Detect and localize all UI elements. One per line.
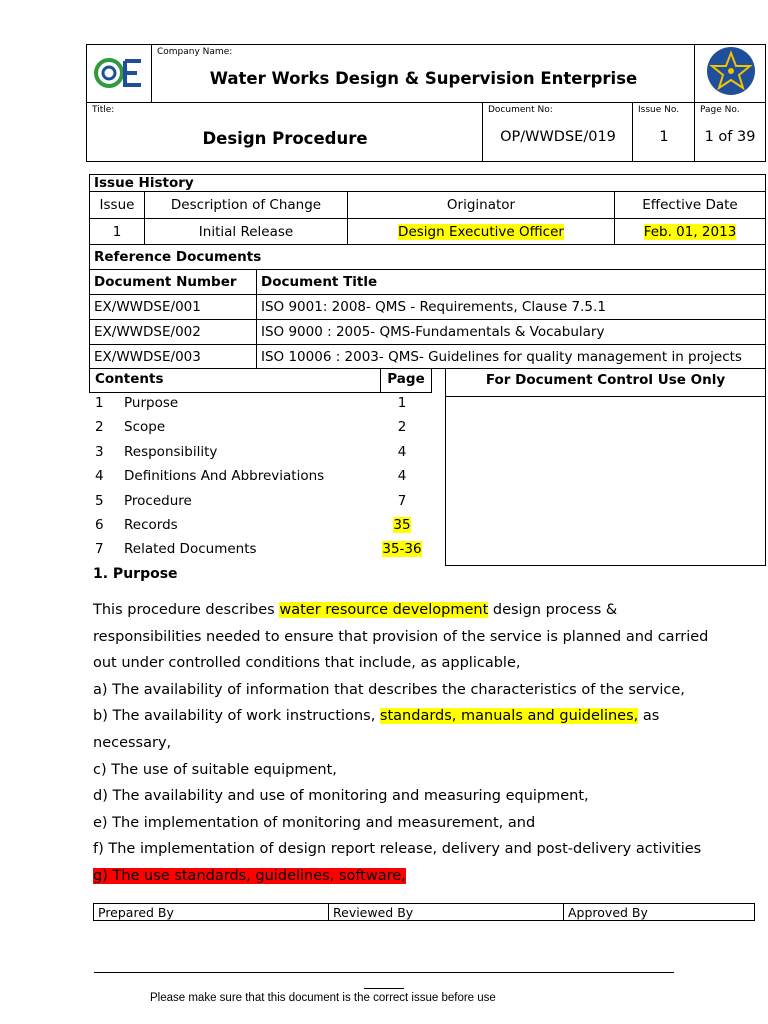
company-name-cell [152,45,695,103]
signoff-table [93,903,755,921]
contents-item-number: 4 [95,468,104,485]
text-line [93,597,708,624]
contents-item-page [380,395,424,411]
column-header: Document Title [257,270,766,295]
text-line: necessary, [93,734,172,751]
company-label: Company Name: [157,47,233,57]
contents-item [89,419,434,441]
contents-heading: Contents [95,371,164,387]
contents-item-label: Purpose [124,395,179,411]
contents-item [89,395,434,417]
issue-history-table [89,174,766,245]
company-name: Water Works Design & Supervision Enterprise [209,69,638,88]
contents-item-page [380,468,424,484]
highlighted-text: water resource development [279,602,489,618]
doc-number-cell: EX/WWDSE/001 [90,295,257,320]
contents-item-label: Procedure [124,492,192,509]
docno-label: Document No: [488,105,553,115]
logo-cell [87,45,152,103]
text-line [93,863,708,890]
text-line: e) The implementation of monitoring and measurement, and [93,814,536,831]
contents-item-number: 1 [95,395,104,411]
reviewed-by-cell: Reviewed By [329,904,564,921]
contents-page-heading: Page [387,371,425,387]
document-number: OP/WWDSE/019 [500,129,616,145]
contents-heading-cell [89,368,381,393]
contents-item-page-value: 35-36 [382,541,422,558]
table-row [90,295,766,320]
contents-item-page [380,419,424,435]
document-title: Design Procedure [202,129,368,148]
text-line: out under controlled conditions that include, as applicable, [93,655,521,672]
contents-item-page [380,444,424,460]
contents-item-number: 7 [95,541,104,558]
doc-title-cell: ISO 9001: 2008- QMS - Requirements, Clause 7.5.1 [257,295,766,320]
control-heading: For Document Control Use Only [446,369,765,397]
contents-item-label: Records [124,517,178,533]
contents-item-label: Related Documents [124,541,257,558]
title-cell [87,103,483,161]
contents-item [89,468,434,490]
contents-item-page [380,493,424,509]
issue-cell [633,103,695,161]
reference-documents-table [89,244,766,369]
contents-item-label: Responsibility [124,443,218,460]
footer-short-rule [364,988,404,989]
page-number: 1 of 39 [704,129,756,145]
doc-title-cell: ISO 10006 : 2003- QMS- Guidelines for quality management in projects [257,345,766,369]
page-heading-cell [380,368,432,393]
text-line: c) The use of suitable equipment, [93,761,337,778]
docno-cell [483,103,633,161]
page-label: Page No. [700,105,740,115]
contents-item-number: 5 [95,492,104,509]
contents-item-page-value: 2 [397,419,407,436]
table-row [90,345,766,369]
text-line: a) The availability of information that describes the characteristics of the service, [93,681,685,698]
column-header: Effective Date [615,192,766,219]
description-cell: Initial Release [145,219,348,245]
issue-history-heading: Issue History [90,175,766,192]
text-line [93,703,708,730]
contents-item [89,541,434,563]
page-cell [695,103,765,161]
contents-item-page [380,541,424,557]
red-highlighted-text: g) The use standards, guidelines, software, [93,867,406,884]
emblem-icon [695,45,765,103]
issue-label: Issue No. [638,105,680,115]
contents-item [89,444,434,466]
doc-number-cell: EX/WWDSE/003 [90,345,257,369]
reference-heading: Reference Documents [90,245,766,270]
purpose-heading: 1. Purpose [93,566,178,582]
contents-item-number: 2 [95,419,104,436]
emblem-cell [695,45,765,103]
originator-value: Design Executive Officer [398,223,564,240]
footer-note: Please make sure that this document is the correct issue before use [150,992,496,1004]
date-cell [615,219,766,245]
doc-title-cell: ISO 9000 : 2005- QMS-Fundamentals & Vocabulary [257,320,766,345]
text-span: as [638,708,660,725]
originator-cell [348,219,615,245]
doc-number-cell: EX/WWDSE/002 [90,320,257,345]
contents-item-page [380,517,424,533]
contents-item-page-value: 1 [397,395,407,411]
table-row [90,320,766,345]
contents-item-page-value: 4 [397,468,407,485]
document-control-box [445,368,766,566]
issue-number: 1 [659,129,669,145]
document-header [86,44,766,162]
text-span: This procedure describes [93,602,280,618]
footer-rule [94,972,674,973]
highlighted-text: standards, manuals and guidelines, [379,708,639,725]
contents-item-page-value: 4 [397,443,407,460]
text-span: b) The availability of work instructions, [93,708,380,725]
contents-item-number: 3 [95,443,104,460]
title-label: Title: [92,105,115,115]
contents-item-label: Definitions And Abbreviations [124,468,325,485]
purpose-paragraph [93,597,708,890]
text-line: responsibilities needed to ensure that provision of the service is planned and carried [93,628,709,645]
contents-item [89,517,434,539]
contents-item-page-value: 7 [397,492,407,509]
contents-item-label: Scope [124,419,166,436]
contents-item [89,493,434,515]
column-header: Description of Change [145,192,348,219]
text-line: d) The availability and use of monitoring and measuring equipment, [93,788,589,805]
company-logo [87,45,151,103]
text-line: f) The implementation of design report release, delivery and post-delivery activities [93,841,702,858]
contents-section [89,368,434,568]
effective-date-value: Feb. 01, 2013 [643,223,737,240]
issue-cell: 1 [90,219,145,245]
contents-item-number: 6 [95,517,104,533]
prepared-by-cell: Prepared By [94,904,329,921]
column-header: Issue [90,192,145,219]
approved-by-cell: Approved By [564,904,755,921]
contents-item-page-value: 35 [393,517,411,533]
column-header: Document Number [90,270,257,295]
text-span: design process & [488,602,618,618]
column-header: Originator [348,192,615,219]
